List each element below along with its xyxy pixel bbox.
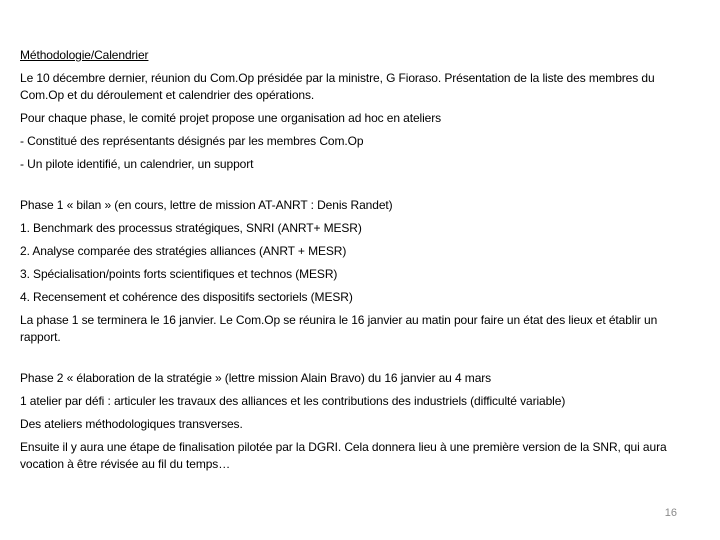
phase1-conclusion: La phase 1 se terminera le 16 janvier. Le Com.Op se réunira le 16 janvier au matin pour faire un état des lieux et établir un rapport. (20, 313, 658, 344)
phase1-item: 1. Benchmark des processus stratégiques, SNRI (ANRT+ MESR) (20, 221, 362, 235)
phase2-line: Ensuite il y aura une étape de finalisation pilotée par la DGRI. Cela donnera lieu à une première version de la SNR, qui aura vocation à être révisée au fil du temps… (20, 440, 667, 471)
organisation-paragraph: Pour chaque phase, le comité projet propose une organisation ad hoc en ateliers (20, 111, 442, 125)
phase1-item: 3. Spécialisation/points forts scientifiques et technos (MESR) (20, 267, 338, 281)
organisation-bullet-1: - Constitué des représentants désignés par les membres Com.Op (20, 134, 364, 148)
phase1-heading: Phase 1 « bilan » (en cours, lettre de mission AT-ANRT : Denis Randet) (20, 198, 393, 212)
slide-title: Méthodologie/Calendrier (20, 48, 149, 62)
slide-content (20, 47, 700, 479)
phase1-item: 2. Analyse comparée des stratégies alliances (ANRT + MESR) (20, 244, 347, 258)
intro-paragraph: Le 10 décembre dernier, réunion du Com.Op présidée par la ministre, G Fioraso. Présentation de la liste des membres du Com.Op et du déroulement et calendrier des opérations. (20, 71, 655, 102)
phase2-line: Des ateliers méthodologiques transverses. (20, 417, 243, 431)
organisation-bullet-2: - Un pilote identifié, un calendrier, un support (20, 157, 254, 171)
phase1-item: 4. Recensement et cohérence des dispositifs sectoriels (MESR) (20, 290, 353, 304)
spacer (20, 179, 700, 197)
phase2-heading: Phase 2 « élaboration de la stratégie » (lettre mission Alain Bravo) du 16 janvier au 4 mars (20, 371, 492, 385)
spacer (20, 352, 700, 370)
page-number: 16 (664, 507, 677, 519)
phase2-line: 1 atelier par défi : articuler les travaux des alliances et les contributions des industriels (difficulté variable) (20, 394, 566, 408)
